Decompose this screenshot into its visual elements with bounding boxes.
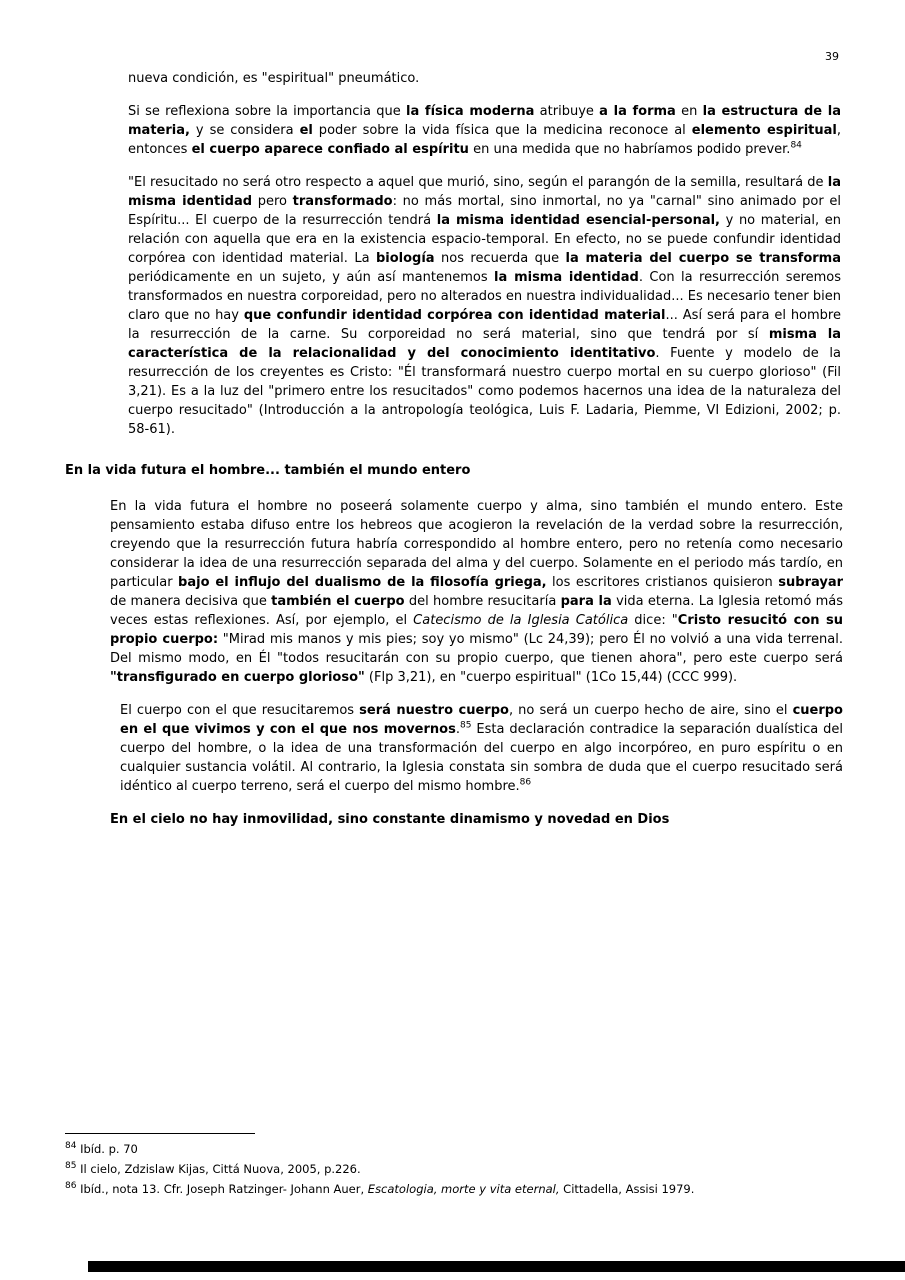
- section-heading-vida-futura: En la vida futura el hombre... también el mundo entero: [65, 463, 471, 478]
- page-edge-bar: [88, 1261, 905, 1272]
- paragraph-vida-futura: En la vida futura el hombre no poseerá solamente cuerpo y alma, sino también el mundo entero. Este pensamiento estaba difuso entre los hebreos que acogieron la revelación de la verdad sobre la resurrección, creyendo que la resurrección futura habría correspondido al hombre entero, pero no retenía como necesario considerar la idea de una resurrección separada del alma y del cuerpo. Solamente en el periodo más tardío, en particular bajo el influjo del dualismo de la filosofía griega, los escritores cristianos quisieron subrayar de manera decisiva que también el cuerpo del hombre resucitaría para la vida eterna. La Iglesia retomó más veces estas reflexiones. Así, por ejemplo, el Catecismo de la Iglesia Católica dice: "Cristo resucitó con su propio cuerpo: "Mirad mis manos y mis pies; soy yo mismo" (Lc 24,39); pero Él no volvió a una vida terrenal. Del mismo modo, en Él "todos resucitarán con su propio cuerpo, que tienen ahora", pero este cuerpo será "transfigurado en cuerpo glorioso" (Flp 3,21), en "cuerpo espiritual" (1Co 15,44) (CCC 999).: [110, 499, 844, 685]
- footnote-divider: [65, 1133, 255, 1134]
- footnotes-section: [65, 1133, 845, 1201]
- quote-paragraph-resucitado: "El resucitado no será otro respecto a aquel que murió, sino, según el parangón de la semilla, resultará de la misma identidad pero transformado: no más mortal, sino inmortal, no ya "carnal" sino animado por el Espíritu... El cuerpo de la resurrección tendrá la misma identidad esencial-personal, y no material, en relación con aquella que era en la existencia espacio-temporal. En efecto, no se puede confundir identidad corpórea con identidad material. La biología nos recuerda que la materia del cuerpo se transforma periódicamente en un sujeto, y aún así mantenemos la misma identidad. Con la resurrección seremos transformados en nuestra corporeidad, pero no alterados en nuestra individualidad... Es necesario tener bien claro que no hay que confundir identidad corpórea con identidad material... Así será para el hombre la resurrección de la carne. Su corporeidad no será material, sino que tendrá por sí misma la característica de la relacionalidad y del conocimiento identitativo. Fuente y modelo de la resurrección de los creyentes es Cristo: "Él transformará nuestro cuerpo mortal en su cuerpo glorioso" (Fil 3,21). Es a la luz del "primero entre los resucitados" como podemos hacernos una idea de la naturaleza del cuerpo resucitado" (Introducción a la antropología teológica, Luis F. Ladaria, Piemme, VI Edizioni, 2002; p. 58-61).: [128, 175, 842, 437]
- paragraph-fisica-moderna: Si se reflexiona sobre la importancia que la física moderna atribuye a la forma en la estructura de la materia, y se considera el poder sobre la vida física que la medicina reconoce al elemento espiritual, entonces el cuerpo aparece confiado al espíritu en una medida que no habríamos podido prever.$^{84}$: [128, 104, 842, 157]
- section-heading-cielo-dinamismo: En el cielo no hay inmovilidad, sino constante dinamismo y novedad en Dios: [110, 812, 670, 827]
- footnote-84: $^{84}$ Ibíd. p. 70: [65, 1141, 138, 1156]
- footnote-85: $^{85}$ Il cielo, Zdzislaw Kijas, Cittá Nuova, 2005, p.226.: [65, 1161, 361, 1176]
- paragraph-cuerpo-resucitado: El cuerpo con el que resucitaremos será nuestro cuerpo, no será un cuerpo hecho de aire, sino el cuerpo en el que vivimos y con el que nos movernos.$^{85}$ Esta declaración contradice la separación dualística del cuerpo del hombre, o la idea de una transformación del cuerpo en algo incorpóreo, en puro espíritu o en cualquier sustancia volátil. Al contrario, la Iglesia constata sin sombra de duda que el cuerpo resucitado será idéntico al cuerpo terreno, será el cuerpo del mismo hombre.$^{86}$: [120, 703, 843, 794]
- footnote-86: $^{86}$ Ibíd., nota 13. Cfr. Joseph Ratzinger- Johann Auer, Escatologia, morte y vita eternal, Cittadella, Assisi 1979.: [65, 1181, 695, 1196]
- page-number: 39: [825, 50, 839, 63]
- paragraph-intro-fragment: nueva condición, es "espiritual" pneumático.: [128, 71, 420, 86]
